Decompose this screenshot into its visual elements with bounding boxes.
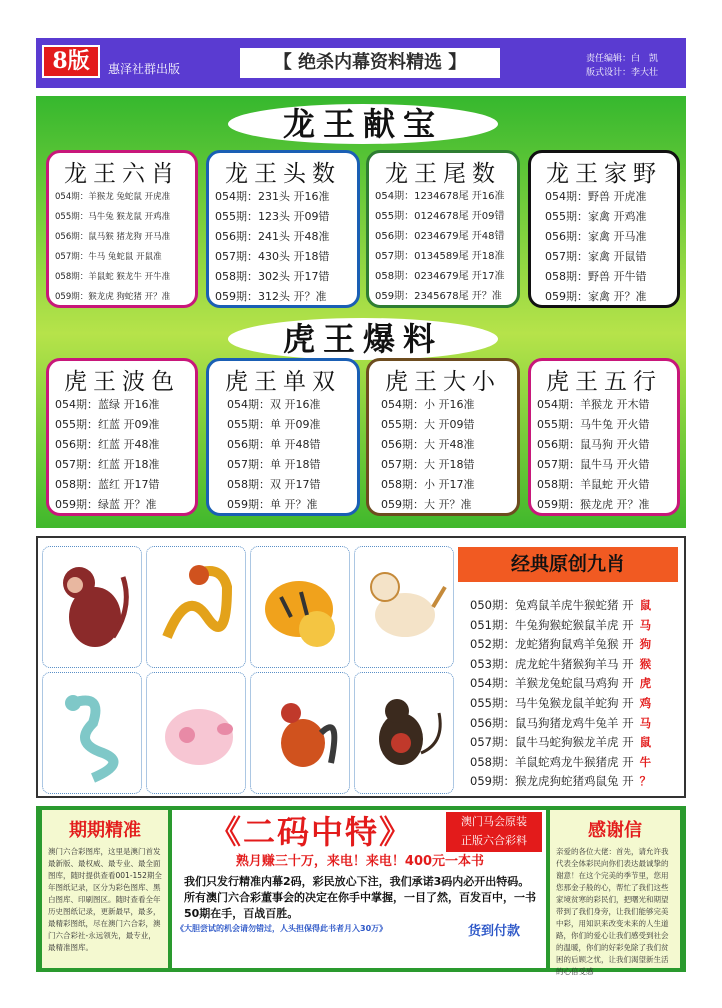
box-row: 054期：双 开16准 [227,398,321,411]
promo-text: 我们只发行精准内幕2码，彩民放心下注，我们承诺3码内必开出特码。所有澳门六合彩董事会的决定在你手中掌握，一目了然，百发百中，一书50期在手，百战百胜。 [184,875,536,920]
box-row: 057期：红蓝 开18准 [55,458,160,471]
box-row: 054期：野兽 开虎准 [545,190,647,203]
box-row: 058期：羊鼠蛇 猴龙牛 开牛准 [55,272,171,282]
box-row: 059期：猴龙虎 狗蛇猪 开？准 [55,292,171,302]
box-row: 055期：大 开09错 [381,418,475,431]
box-row: 054期：羊猴龙 兔蛇鼠 开虎准 [55,192,171,202]
designer-credit: 版式设计：李大壮 [586,68,659,78]
box-row: 059期：2345678尾 开？准 [375,291,502,302]
box-title: 龙王家野 [546,161,662,187]
box-row: 057期：430头 开18错 [215,250,330,263]
nine-row-answer: 虎 [639,676,652,691]
rat-icon [355,673,453,793]
page-title: 【 绝杀内幕资料精选 】 [240,48,500,78]
section-banner-tiger: 虎王爆料 [228,318,498,360]
thanks-letter-text: 亲爱的各位大佬：首先，请允许我代表全体彩民向你们表达最诚挚的谢意！在这个完美的季节里，您用您那金子般的心，帮忙了我们这些家境贫寒的彩民们，把曙光和期望带到了我们身旁，让我们能够完美中彩，用知识来改变未来的人生道路，你们的爱心让我们感受到社会的温暖，你们的好彩免除了我们贫困的后顾之忧，让我们渴望新生活的心倍受感 [556,847,669,976]
zodiac-tile [250,546,350,668]
box-row: 058期：302头 开17错 [215,270,330,283]
nine-row-text: 052期：龙蛇猪狗鼠鸡羊兔猴 开 [470,637,634,652]
nine-row-text: 056期：鼠马狗猪龙鸡牛兔羊 开 [470,715,634,730]
snake-icon [43,673,141,793]
nine-row-answer: ？ [639,774,652,789]
box-row: 059期：大 开？准 [381,498,472,511]
nine-row-answer: 狗 [639,637,652,652]
box-row: 059期：猴龙虎 开？准 [537,498,650,511]
box-dragon-tail [366,150,520,308]
promo-footnote: 《大胆尝试的机会请勿错过，人头担保得此书者月入30万》 [176,924,388,933]
box-row: 057期：家禽 开鼠错 [545,250,647,263]
left-panel [42,810,168,968]
zodiac-tile [146,546,246,668]
rooster-icon [251,673,349,793]
edition-badge: 8版 [42,45,100,78]
section-banner-dragon: 龙王献宝 [228,104,498,144]
box-row: 055期：马牛兔 猴龙鼠 开鸡准 [55,212,171,222]
box-row: 054期：蓝绿 开16准 [55,398,160,411]
box-row: 054期：羊猴龙 开木错 [537,398,650,411]
nine-row-answer: 马 [639,617,652,632]
left-panel-title: 期期精准 [69,820,141,841]
box-row: 056期：大 开48准 [381,438,475,451]
box-dragon-six [46,150,198,308]
box-row: 058期：羊鼠蛇 开火错 [537,478,650,491]
nine-row-text: 050期：兔鸡鼠羊虎牛猴蛇猪 开 [470,598,634,612]
zodiac-tile [354,672,454,794]
box-row: 054期：小 开16准 [381,398,475,411]
box-row: 059期：绿蓝 开？准 [55,498,157,511]
zodiac-tile [42,672,142,794]
box-row: 059期：312头 开？准 [215,290,327,303]
box-row: 058期：小 开17准 [381,478,475,491]
box-row: 057期：0134589尾 开18准 [375,251,505,262]
nine-row [470,770,680,792]
pig-icon [147,673,245,793]
box-row: 056期：家禽 开马准 [545,230,647,243]
dog-icon [355,547,453,667]
nine-row-text: 057期：鼠牛马蛇狗猴龙羊虎 开 [470,735,634,750]
box-row: 054期：231头 开16准 [215,190,330,203]
nine-row-answer: 鸡 [639,696,652,710]
box-row: 054期：1234678尾 开16准 [375,191,505,202]
dragon-icon [147,547,245,667]
box-dragon-domestic-wild [528,150,680,308]
box-title: 虎王大小 [385,369,501,395]
box-title: 龙王尾数 [385,161,501,187]
box-row: 058期：蓝红 开17错 [55,478,160,491]
box-tiger-odd-even [206,358,360,516]
monkey-icon [43,547,141,667]
promo-side-line: 正版六合彩料 [461,834,527,847]
box-row: 057期：牛马 兔蛇鼠 开鼠准 [55,252,162,262]
nine-row-text: 058期：羊鼠蛇鸡龙牛猴猪虎 开 [470,754,634,769]
box-tiger-color [46,358,198,516]
zodiac-tile [42,546,142,668]
nine-row-answer: 鼠 [639,735,652,750]
nine-row-text: 059期：猴龙虎狗蛇猪鸡鼠兔 开 [470,774,634,789]
box-row: 058期：0234679尾 开17准 [375,271,505,282]
box-row: 055期：0124678尾 开09错 [375,211,505,222]
zodiac-tile [250,672,350,794]
promo-side-title [446,812,542,852]
nine-row-text: 054期：羊猴龙兔蛇鼠马鸡狗 开 [470,676,634,691]
box-row: 057期：鼠牛马 开火错 [537,458,650,471]
box-title: 虎王波色 [64,369,180,395]
box-row: 056期：鼠马猴 猪龙狗 开马准 [55,232,171,242]
zodiac-tile [146,672,246,794]
box-row: 055期：红蓝 开09准 [55,418,160,431]
box-row: 055期：马牛兔 开火错 [537,418,650,431]
box-title: 虎王五行 [546,369,662,395]
box-title: 龙王六肖 [64,161,180,187]
promo-side-line: 澳门马会原装 [461,815,527,828]
zodiac-tile [354,546,454,668]
box-row: 058期：双 开17错 [227,478,321,491]
nine-zodiac-title: 经典原创九肖 [458,547,678,582]
box-row: 059期：家禽 开？准 [545,290,647,303]
nine-row-answer: 鼠 [639,598,652,612]
box-row: 055期：123头 开09错 [215,210,330,223]
box-row: 055期：家禽 开鸡准 [545,210,647,223]
box-row: 056期：单 开48错 [227,438,321,451]
nine-row-answer: 牛 [639,754,652,769]
left-panel-text: 澳门六合彩图库，这里是澳门首发最新版、最权威、最专业、最全面图库，随时提供查看001-152期全年图纸记录，区分为彩色图库、黑白图库、印刷图区。随时查看全年历史图纸记录，更新最早，最多，最精彩图纸，尽在澳门六合彩，澳门六合彩社-永远领先，最专业，最精准图库。 [48,847,162,952]
box-title: 虎王单双 [225,369,341,395]
thanks-letter-title: 感谢信 [588,820,642,841]
editor-credit: 责任编辑：白 凯 [586,54,659,64]
box-row: 058期：野兽 开牛错 [545,270,647,283]
thanks-letter-panel [550,810,680,976]
box-row: 056期：241头 开48准 [215,230,330,243]
cash-on-delivery-label: 货到付款 [468,924,521,939]
nine-row-text: 053期：虎龙蛇牛猪猴狗羊马 开 [470,656,634,671]
nine-row-answer: 猴 [639,656,652,671]
box-row: 057期：大 开18错 [381,458,475,471]
publisher-label: 惠泽社群出版 [108,62,181,76]
box-title: 龙王头数 [225,161,341,187]
box-row: 056期：0234679尾 开48错 [375,231,505,242]
nine-row-text: 055期：马牛兔猴龙鼠羊蛇狗 开 [470,696,634,710]
tiger-icon [251,547,349,667]
nine-row-answer: 马 [639,715,652,730]
promo-title: 《二码中特》 [208,813,413,851]
box-row: 059期：单 开？准 [227,498,318,511]
nine-row-text: 051期：牛兔狗猴蛇猴鼠羊虎 开 [470,617,634,632]
box-row: 055期：单 开09准 [227,418,321,431]
box-tiger-five-elements [528,358,680,516]
box-dragon-head [206,150,360,308]
promo-slogan: 熟月赚三十万，来电！来电！400元一本书 [235,854,485,869]
box-tiger-big-small [366,358,520,516]
box-row: 056期：鼠马狗 开火错 [537,438,650,451]
box-row: 056期：红蓝 开48准 [55,438,160,451]
box-row: 057期：单 开18错 [227,458,321,471]
